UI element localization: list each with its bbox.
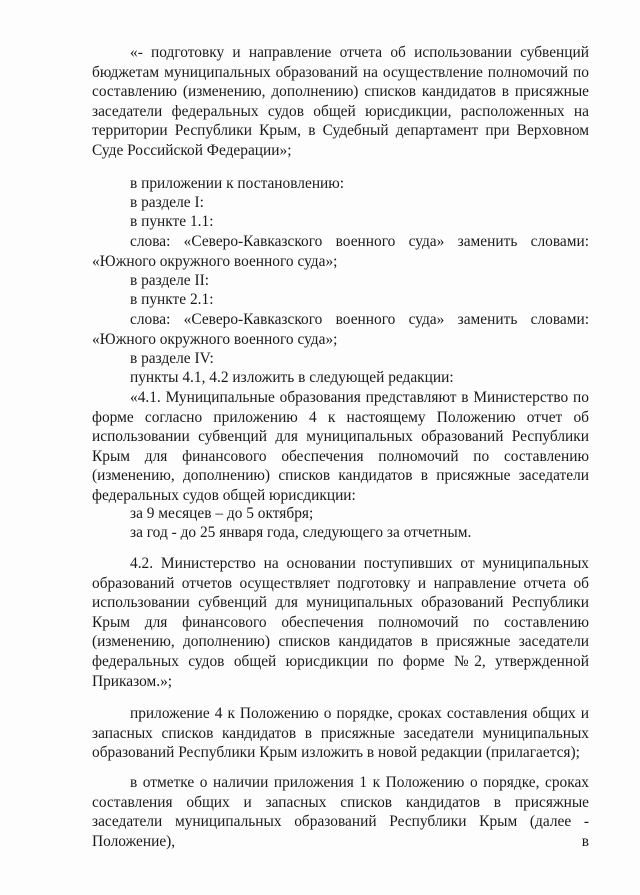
list-item-text: в пункте 2.1: <box>130 291 214 308</box>
list-item-text: в разделе II: <box>130 272 209 289</box>
paragraph-replace-words <box>92 232 589 271</box>
paragraph-appendix-1-note <box>92 773 589 851</box>
list-item <box>92 504 589 524</box>
list-item <box>92 368 589 388</box>
paragraph-text: слова: «Северо-Кавказского военного суда» заменить словами: «Южного окружного военного суда»; <box>92 311 589 348</box>
paragraph-replace-words <box>92 310 589 349</box>
paragraph-text: приложение 4 к Положению о порядке, сроках составления общих и запасных списков кандидатов в присяжные заседатели муниципальных образований Республики Крым изложить в новой редакции (прилагается); <box>92 705 589 762</box>
paragraph-text: в отметке о наличии приложения 1 к Положению о порядке, сроках составления общих и запасных списков кандидатов в присяжные заседатели муниципальных образований Республики Крым (далее - Положение), в <box>92 774 589 850</box>
list-item <box>92 212 589 232</box>
list-item-text: в разделе I: <box>130 194 204 211</box>
list-item <box>92 349 589 369</box>
list-item-text: пункты 4.1, 4.2 изложить в следующей редакции: <box>130 369 454 386</box>
list-item-text: за год - до 25 января года, следующего за отчетным. <box>130 524 472 541</box>
list-item <box>92 523 589 543</box>
paragraph-text: «- подготовку и направление отчета об использовании субвенций бюджетам муниципальных образований на осуществление полномочий по составлению (изменению, дополнению) списков кандидатов в присяжные заседатели федеральных судов общей юрисдикции, расположенных на территории Республики Крым, в Судебный департамент при Верховном Суде Российской Федерации»; <box>92 44 589 159</box>
paragraph-text: 4.2. Министерство на основании поступивших от муниципальных образований отчетов осуществляет подготовку и направление отчета об использовании субвенций для муниципальных образований Республики Крым для финансового обеспечения полномочий по составлению (изменению, дополнению) списков кандидатов в присяжные заседатели федеральных судов общей юрисдикции по форме №2, утвержденной Приказом.»; <box>92 555 589 690</box>
list-item <box>92 193 589 213</box>
paragraph-clause-4-2 <box>92 554 589 691</box>
list-item-text: в пункте 1.1: <box>130 213 214 230</box>
list-item-text: в разделе IV: <box>130 350 214 367</box>
paragraph-subsidy-report-clause <box>92 43 589 161</box>
paragraph-clause-4-1 <box>92 388 589 506</box>
paragraph-appendix-4 <box>92 704 589 763</box>
list-item-text: в приложении к постановлению: <box>130 175 345 192</box>
list-item <box>92 290 589 310</box>
list-item <box>92 271 589 291</box>
list-item-text: за 9 месяцев – до 5 октября; <box>130 505 314 522</box>
paragraph-text: «4.1. Муниципальные образования представляют в Министерство по форме согласно приложению 4 к настоящему Положению отчет об использовании субвенций для муниципальных образований Республики Крым для финансового обеспечения полномочий по составлению (изменению, дополнению) списков кандидатов в присяжные заседатели федеральных судов общей юрисдикции: <box>92 389 589 504</box>
paragraph-text: слова: «Северо-Кавказского военного суда» заменить словами: «Южного окружного военного суда»; <box>92 233 589 270</box>
list-item <box>92 174 589 194</box>
